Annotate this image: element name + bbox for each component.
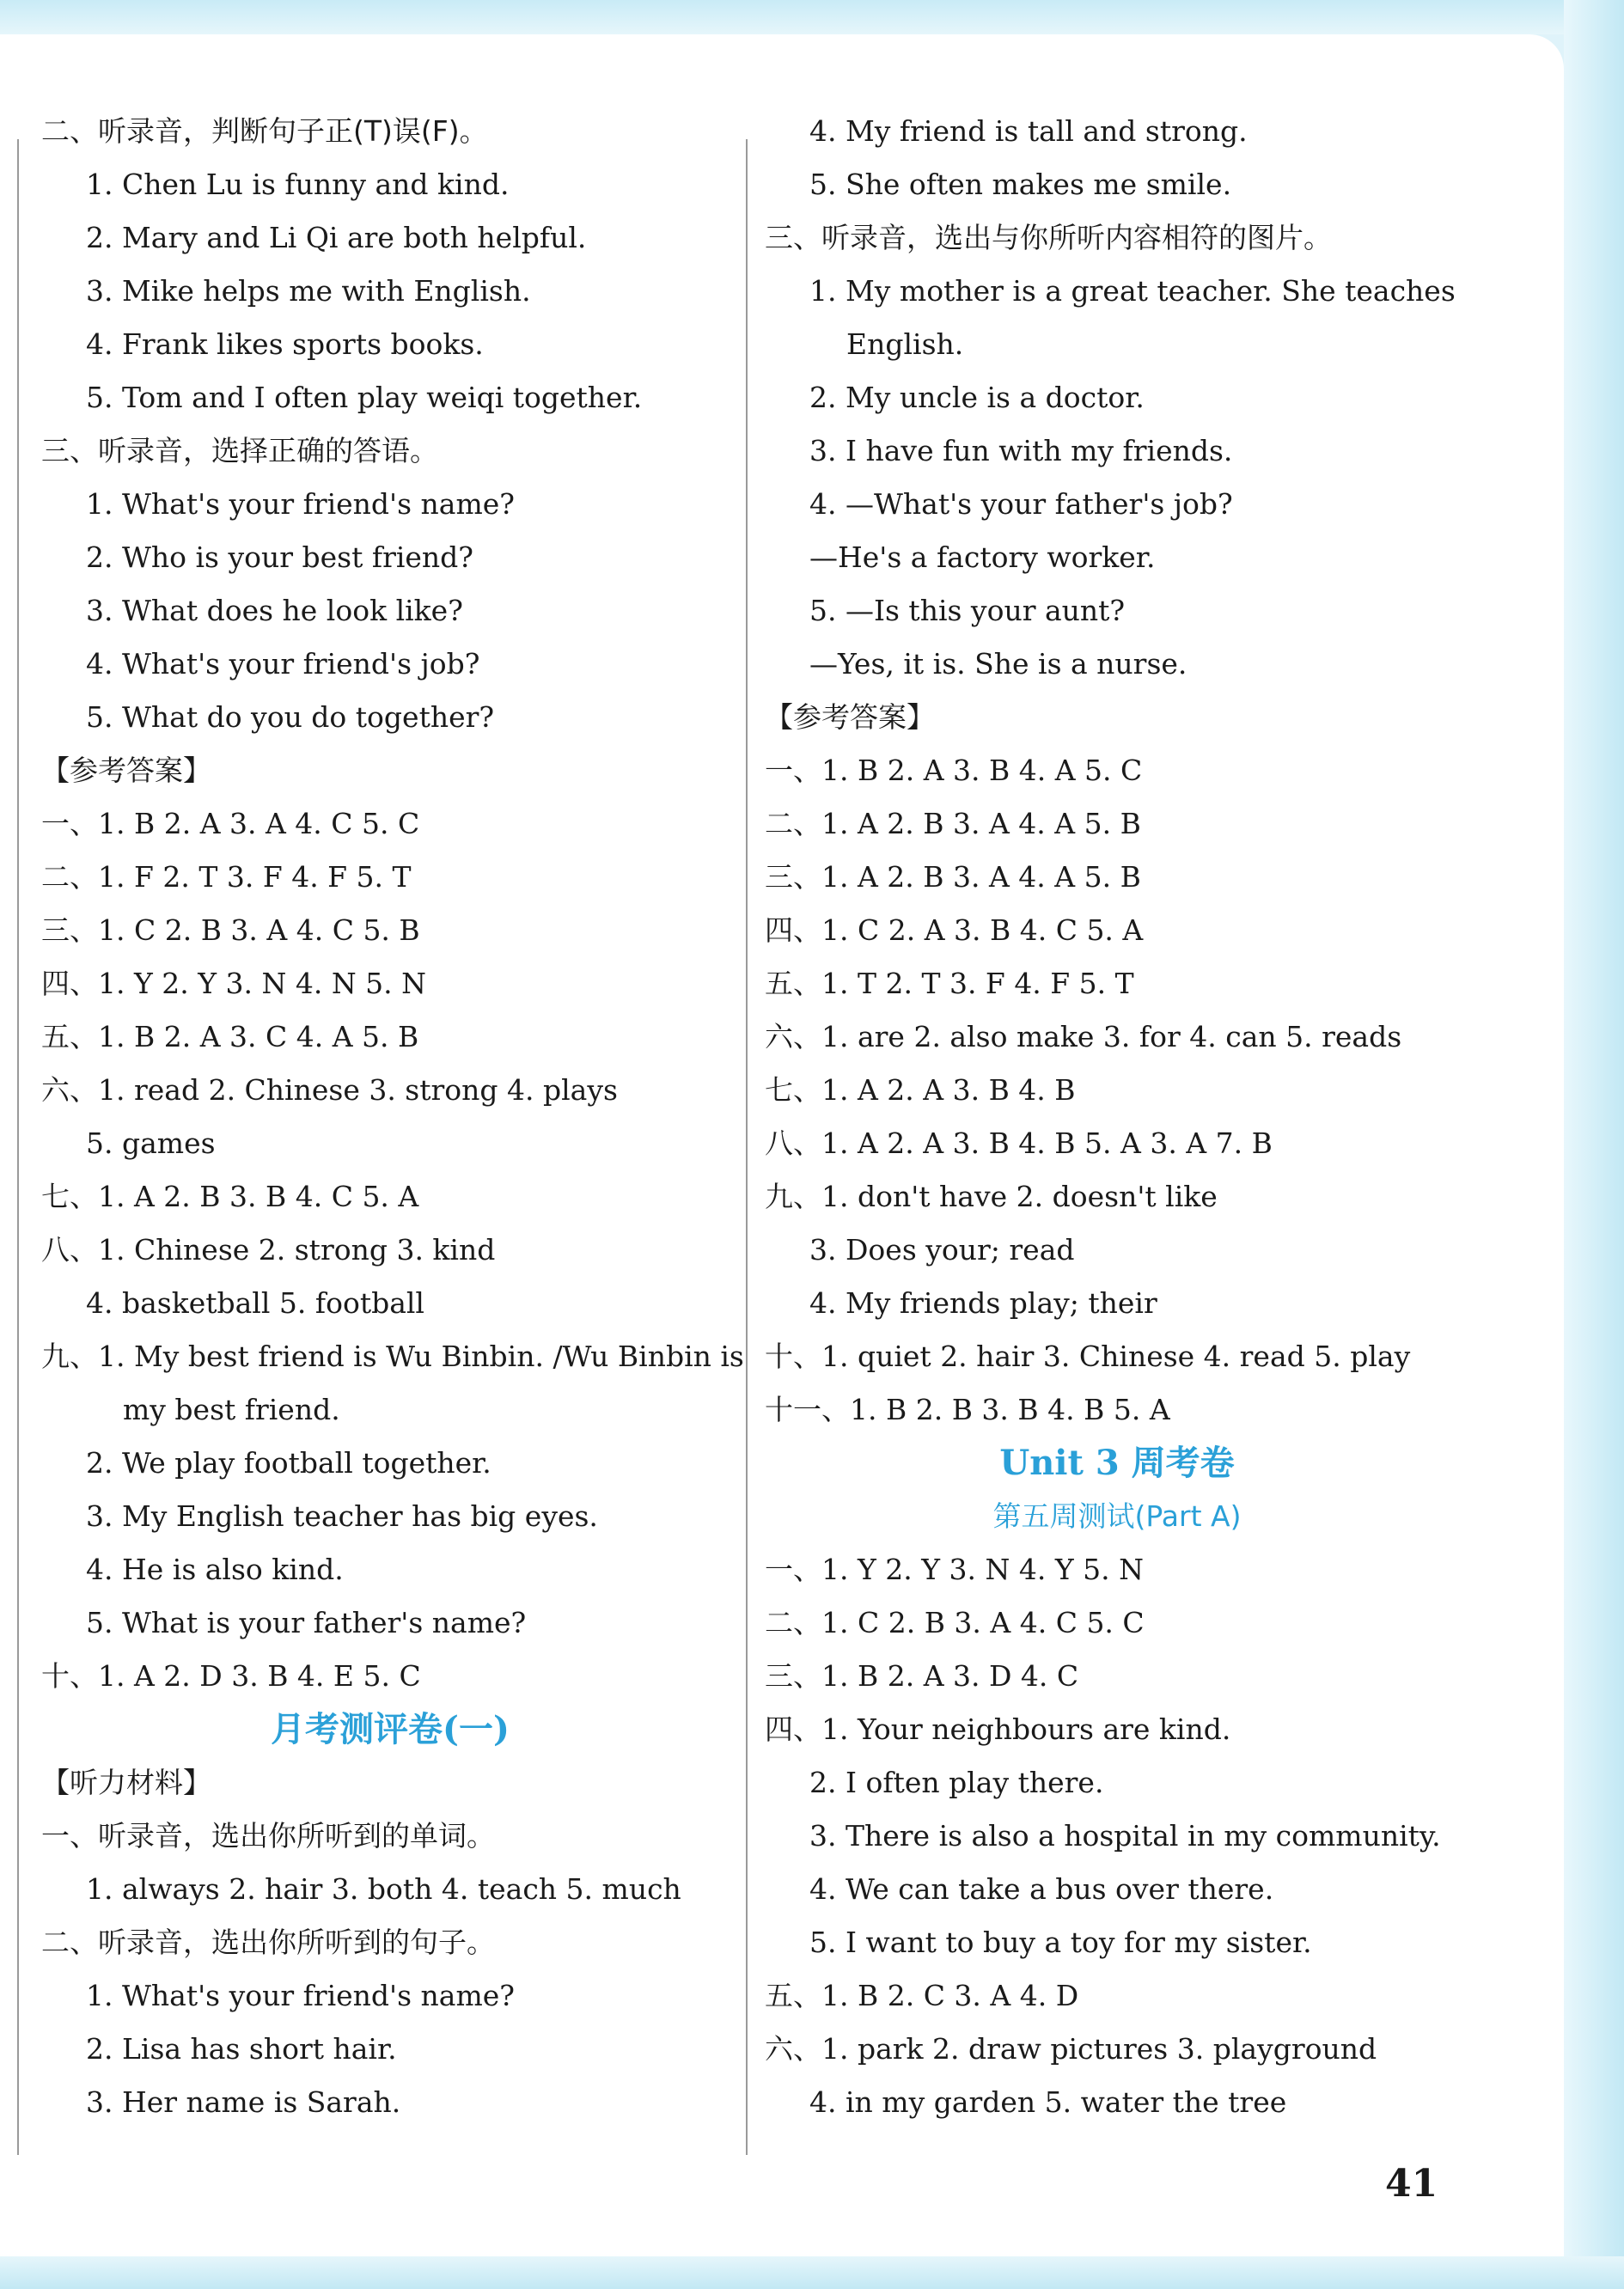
answer-line: 二、1. C 2. B 3. A 4. C 5. C bbox=[765, 1606, 1145, 1639]
page-number: 41 bbox=[1385, 2162, 1438, 2206]
item-line: 4. He is also kind. bbox=[86, 1553, 344, 1586]
item-line: —He's a factory worker. bbox=[809, 540, 1156, 574]
test-subheading: 第五周测试(Part A) bbox=[992, 1499, 1242, 1533]
answer-line: 四、1. C 2. A 3. B 4. C 5. A bbox=[765, 913, 1144, 947]
item-line: —Yes, it is. She is a nurse. bbox=[809, 647, 1187, 681]
section-title: 二、听录音，选出你所听到的句子。 bbox=[41, 1926, 495, 1959]
answer-line: 二、1. A 2. B 3. A 4. A 5. B bbox=[765, 807, 1141, 840]
answer-line: 十一、1. B 2. B 3. B 4. B 5. A bbox=[765, 1393, 1170, 1426]
item-line: 2. Lisa has short hair. bbox=[86, 2032, 397, 2066]
item-line: 5. games bbox=[86, 1126, 216, 1160]
section-title: 二、听录音，判断句子正(T)误(F)。 bbox=[41, 114, 488, 148]
answer-line: 二、1. F 2. T 3. F 4. F 5. T bbox=[41, 860, 412, 894]
item-line: 5. She often makes me smile. bbox=[809, 168, 1232, 201]
section-title: 三、听录音，选择正确的答语。 bbox=[41, 434, 438, 467]
item-line: 3. Her name is Sarah. bbox=[86, 2085, 401, 2119]
item-line: 2. Mary and Li Qi are both helpful. bbox=[86, 221, 587, 254]
answer-line: 五、1. T 2. T 3. F 4. F 5. T bbox=[765, 967, 1134, 1000]
right-frame bbox=[1564, 0, 1624, 2289]
answer-line: 三、1. B 2. A 3. D 4. C bbox=[765, 1659, 1079, 1693]
answer-line: 一、1. Y 2. Y 3. N 4. Y 5. N bbox=[765, 1553, 1144, 1586]
answer-line: 八、1. Chinese 2. strong 3. kind bbox=[41, 1233, 496, 1267]
answer-line: 六、1. are 2. also make 3. for 4. can 5. reads bbox=[765, 1020, 1402, 1053]
answer-line: 八、1. A 2. A 3. B 4. B 5. A 3. A 7. B bbox=[765, 1126, 1273, 1160]
section-title: 【听力材料】 bbox=[41, 1766, 211, 1799]
item-line: 5. Tom and I often play weiqi together. bbox=[86, 381, 643, 414]
answer-line: 六、1. park 2. draw pictures 3. playground bbox=[765, 2032, 1377, 2066]
answer-line: 六、1. read 2. Chinese 3. strong 4. plays bbox=[41, 1073, 618, 1107]
column-divider bbox=[746, 139, 748, 2155]
item-line: 1. always 2. hair 3. both 4. teach 5. much bbox=[86, 1872, 681, 1906]
answer-line: 十、1. A 2. D 3. B 4. E 5. C bbox=[41, 1659, 421, 1693]
item-line: 3. There is also a hospital in my community. bbox=[809, 1819, 1441, 1853]
top-frame bbox=[0, 0, 1624, 34]
item-line: 5. —Is this your aunt? bbox=[809, 594, 1126, 627]
answer-line: 四、1. Y 2. Y 3. N 4. N 5. N bbox=[41, 967, 427, 1000]
item-line: 4. basketball 5. football bbox=[86, 1286, 424, 1320]
item-line: 1. Chen Lu is funny and kind. bbox=[86, 168, 510, 201]
answer-line: 一、1. B 2. A 3. A 4. C 5. C bbox=[41, 807, 420, 840]
item-line: 4. My friend is tall and strong. bbox=[809, 114, 1248, 148]
item-line: 5. What is your father's name? bbox=[86, 1606, 527, 1639]
item-line: 3. Does your; read bbox=[809, 1233, 1075, 1267]
item-line: 4. We can take a bus over there. bbox=[809, 1872, 1274, 1906]
section-title: 三、听录音，选出与你所听内容相符的图片。 bbox=[765, 221, 1332, 254]
answer-line: 十、1. quiet 2. hair 3. Chinese 4. read 5. play bbox=[765, 1340, 1411, 1373]
right-column bbox=[765, 105, 1469, 2129]
item-line: 4. in my garden 5. water the tree bbox=[809, 2085, 1287, 2119]
answer-line: 九、1. don't have 2. doesn't like bbox=[765, 1180, 1218, 1213]
item-line: 1. What's your friend's name? bbox=[86, 1979, 515, 2012]
item-line: 5. I want to buy a toy for my sister. bbox=[809, 1926, 1312, 1959]
test-heading: Unit 3 周考卷 bbox=[999, 1443, 1235, 1483]
item-line: 4. Frank likes sports books. bbox=[86, 327, 484, 361]
answer-line: 七、1. A 2. A 3. B 4. B bbox=[765, 1073, 1076, 1107]
item-line: 3. What does he look like? bbox=[86, 594, 463, 627]
item-continuation: my best friend. bbox=[123, 1393, 340, 1426]
answer-line: 七、1. A 2. B 3. B 4. C 5. A bbox=[41, 1180, 419, 1213]
item-line: 3. My English teacher has big eyes. bbox=[86, 1499, 598, 1533]
answer-line: 四、1. Your neighbours are kind. bbox=[765, 1712, 1231, 1746]
answer-line: 三、1. C 2. B 3. A 4. C 5. B bbox=[41, 913, 420, 947]
test-heading: 月考测评卷(一) bbox=[271, 1709, 510, 1749]
left-margin-rule bbox=[17, 139, 19, 2155]
item-continuation: English. bbox=[846, 327, 964, 361]
item-line: 2. Who is your best friend? bbox=[86, 540, 473, 574]
item-line: 1. What's your friend's name? bbox=[86, 487, 515, 521]
left-column bbox=[41, 105, 744, 2129]
answer-line: 五、1. B 2. C 3. A 4. D bbox=[765, 1979, 1079, 2012]
item-line: 3. Mike helps me with English. bbox=[86, 274, 531, 308]
answer-line: 一、1. B 2. A 3. B 4. A 5. C bbox=[765, 754, 1143, 787]
section-title: 一、听录音，选出你所听到的单词。 bbox=[41, 1819, 495, 1853]
answer-line: 三、1. A 2. B 3. A 4. A 5. B bbox=[765, 860, 1141, 894]
bottom-frame bbox=[0, 2256, 1624, 2289]
item-line: 2. My uncle is a doctor. bbox=[809, 381, 1145, 414]
item-line: 2. I often play there. bbox=[809, 1766, 1104, 1799]
item-line: 4. My friends play; their bbox=[809, 1286, 1157, 1320]
section-title: 【参考答案】 bbox=[41, 754, 211, 787]
item-line: 1. My mother is a great teacher. She teaches bbox=[809, 274, 1456, 308]
item-line: 4. —What's your father's job? bbox=[809, 487, 1233, 521]
item-line: 5. What do you do together? bbox=[86, 700, 495, 734]
section-title: 【参考答案】 bbox=[765, 700, 935, 734]
answer-line: 五、1. B 2. A 3. C 4. A 5. B bbox=[41, 1020, 419, 1053]
item-line: 2. We play football together. bbox=[86, 1446, 491, 1480]
answer-line: 九、1. My best friend is Wu Binbin. /Wu Binbin is bbox=[41, 1340, 744, 1373]
item-line: 4. What's your friend's job? bbox=[86, 647, 480, 681]
item-line: 3. I have fun with my friends. bbox=[809, 434, 1233, 467]
